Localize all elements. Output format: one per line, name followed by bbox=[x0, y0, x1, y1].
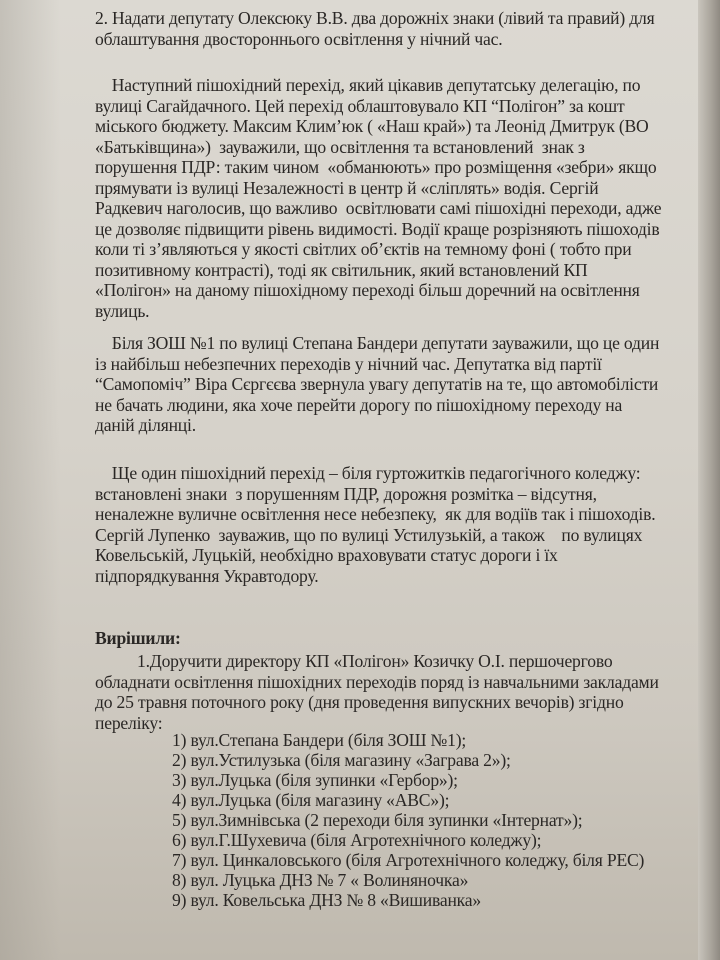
paragraph-sahaidachnoho bbox=[95, 75, 661, 321]
text-line: вулиць. bbox=[95, 300, 150, 321]
paper-edge bbox=[698, 0, 720, 960]
text-line: прямувати із вулиці Незалежності в центр й «сліплять» водія. Сергій bbox=[95, 177, 599, 198]
text-line: «Полігон» на даному пішохідному переході більш доречний на освітлення bbox=[95, 280, 640, 300]
text-line: підпорядкування Укравтодору. bbox=[95, 565, 319, 586]
text-line: позитивному контрасті), тоді як світильник, який встановлений КП bbox=[95, 259, 588, 280]
text-line: встановлені знаки з порушенням ПДР, дорожня розмітка – відсутня, bbox=[95, 483, 597, 504]
text-line: це дозволяє підвищити рівень видимості. Водії краще розрізняють пішоходів bbox=[95, 218, 660, 239]
list-item: 5) вул.Зимнівська (2 переходи біля зупинки «Інтернат»); bbox=[172, 810, 583, 830]
list-item: 1) вул.Степана Бандери (біля ЗОШ №1); bbox=[172, 730, 467, 750]
page-shadow bbox=[0, 0, 60, 960]
text-line: «Батьківщина») зауважили, що освітлення та встановлений знак з bbox=[95, 136, 585, 157]
text-line: вулиці Сагайдачного. Цей перехід облаштовувало КП “Полігон” за кошт bbox=[95, 95, 625, 116]
text-line: 2. Надати депутату Олексюку В.В. два дорожніх знаки (лівий та правий) для bbox=[95, 8, 655, 28]
text-line: Наступний пішохідний перехід, який цікавив депутатську делегацію, по bbox=[95, 75, 641, 95]
text-line: Сергій Лупенко зауважив, що по вулиці Устилузькій, а також по вулицях bbox=[95, 524, 643, 545]
text-line: даній ділянці. bbox=[95, 415, 196, 435]
paragraph-college bbox=[95, 463, 655, 586]
text-line: порушення ПДР: таким чином «обманюють» про розміщення «зебри» якщо bbox=[95, 157, 657, 177]
list-item: 8) вул. Луцька ДНЗ № 7 « Волиняночка» bbox=[172, 870, 469, 890]
street-list bbox=[172, 730, 644, 910]
text-line: до 25 травня поточного року (дня проведення випускних вечорів) згідно bbox=[95, 692, 624, 712]
text-line: Біля ЗОШ №1 по вулиці Степана Бандери депутати зауважили, що це один bbox=[95, 333, 660, 353]
text-line: Ковельській, Луцькій, необхідно враховувати статус дороги і їх bbox=[95, 545, 558, 565]
text-line: обладнати освітлення пішохідних переходів поряд із навчальними закладами bbox=[95, 671, 659, 692]
decision-text bbox=[95, 651, 659, 733]
paragraph-item-2 bbox=[95, 8, 654, 49]
text-line: переліку: bbox=[95, 712, 163, 733]
text-line: неналежне вуличне освітлення несе небезпеку, як для водіїв так і пішоходів. bbox=[95, 504, 656, 524]
list-item: 4) вул.Луцька (біля магазину «АВС»); bbox=[172, 790, 450, 810]
text-line: облаштування двостороннього освітлення у нічний час. bbox=[95, 28, 503, 49]
list-item: 7) вул. Цинкаловського (біля Агротехнічного коледжу, біля РЕС) bbox=[172, 850, 645, 870]
list-item: 3) вул.Луцька (біля зупинки «Гербор»); bbox=[172, 770, 458, 790]
text-line: не бачать людини, яка хоче перейти дорогу по пішохідному переходу на bbox=[95, 394, 623, 415]
list-item: 6) вул.Г.Шухевича (біля Агротехнічного коледжу); bbox=[172, 830, 542, 850]
list-item: 9) вул. Ковельська ДНЗ № 8 «Вишиванка» bbox=[172, 890, 481, 910]
text-line: Радкевич наголосив, що важливо освітлювати самі пішохідні переходи, адже bbox=[95, 198, 662, 218]
decision-heading: Вирішили: bbox=[95, 628, 181, 648]
text-line: коли ті з’являються у якості світлих об’єктів на темному фоні ( тобто при bbox=[95, 239, 632, 259]
text-line: “Самопоміч” Віра Сєргєєва звернула увагу депутатів на те, що автомобілісти bbox=[95, 374, 659, 394]
list-item: 2) вул.Устилузька (біля магазину «Заграва 2»); bbox=[172, 750, 511, 770]
paragraph-zosh-1 bbox=[95, 333, 659, 436]
text-line: міського бюджету. Максим Клим’юк ( «Наш край») та Леонід Дмитрук (ВО bbox=[95, 116, 649, 136]
text-line: із найбільш небезпечних переходів у нічний час. Депутатка від партії bbox=[95, 353, 602, 374]
text-line: Ще один пішохідний перехід – біля гуртожитків педагогічного коледжу: bbox=[95, 463, 641, 483]
text-line: 1.Доручити директору КП «Полігон» Козичку О.І. першочергово bbox=[95, 651, 613, 671]
